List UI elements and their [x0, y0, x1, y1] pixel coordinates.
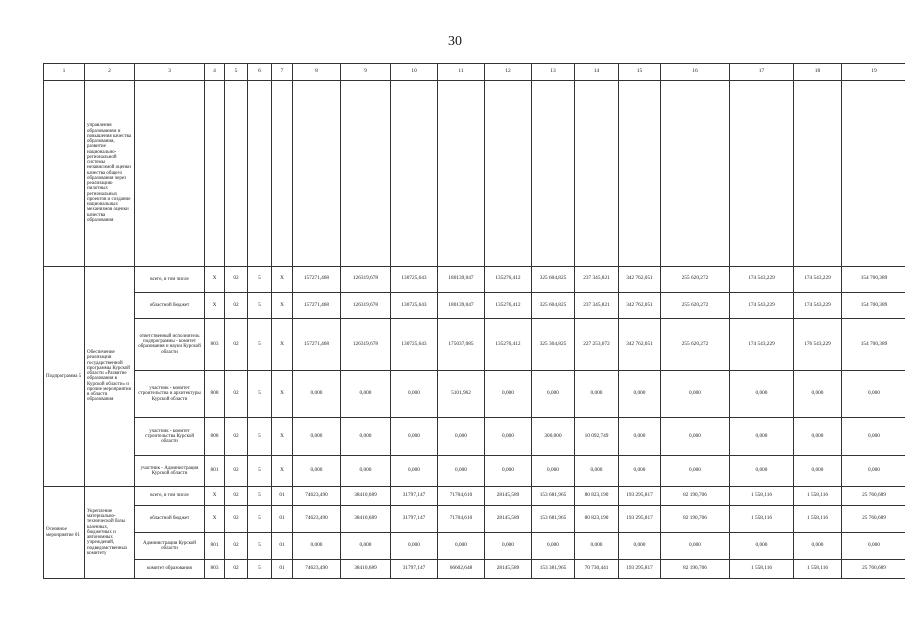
- value-cell: 28145,589: [485, 560, 532, 579]
- header-col-14: 14: [575, 64, 619, 81]
- value-cell: 342 762,051: [619, 266, 661, 292]
- value-cell: 157271,468: [293, 266, 341, 292]
- header-col-2: 2: [85, 64, 135, 81]
- value-cell: 255 620,272: [661, 292, 730, 318]
- executor-cell: областной бюджет: [135, 505, 205, 532]
- value-cell: 1 558,116: [794, 487, 842, 506]
- table-row: [44, 318, 905, 370]
- value-cell: 175037,085: [438, 318, 485, 370]
- executor-cell: всего, в том числе: [135, 487, 205, 506]
- value-cell: 0,000: [532, 371, 575, 418]
- header-col-1: 1: [44, 64, 85, 81]
- value-cell: 1 558,116: [730, 505, 794, 532]
- value-cell: 0,000: [438, 418, 485, 456]
- code-cell: Х: [272, 418, 293, 456]
- value-cell: 0,000: [391, 418, 438, 456]
- value-cell: 0,000: [730, 532, 794, 559]
- value-cell: 237 345,821: [575, 266, 619, 292]
- executor-cell: участник - комитет строительства и архитектуры Курской области: [135, 371, 205, 418]
- value-cell: 0,000: [730, 371, 794, 418]
- header-col-7: 7: [272, 64, 293, 81]
- value-cell: 0,000: [661, 532, 730, 559]
- table-row: [44, 455, 905, 486]
- code-cell: 01: [272, 505, 293, 532]
- value-cell: 0,000: [532, 532, 575, 559]
- code-cell: 02: [225, 532, 248, 559]
- value-cell: 325 604,825: [532, 266, 575, 292]
- value-cell: 25 760,689: [842, 505, 905, 532]
- table-row: [44, 418, 905, 456]
- value-cell: 0,000: [794, 418, 842, 456]
- code-cell: 01: [272, 487, 293, 506]
- value-cell: 38410,689: [341, 560, 391, 579]
- value-cell: 38410,689: [341, 505, 391, 532]
- value-cell: 0,000: [438, 532, 485, 559]
- header-col-4: 4: [205, 64, 225, 81]
- value-cell: 82 190,706: [661, 505, 730, 532]
- value-cell: 0,000: [794, 532, 842, 559]
- code-cell: 02: [225, 266, 248, 292]
- value-cell: 0,000: [661, 371, 730, 418]
- header-col-15: 15: [619, 64, 661, 81]
- header-col-12: 12: [485, 64, 532, 81]
- value-cell: 71704,610: [438, 487, 485, 506]
- value-cell: 130725,643: [391, 318, 438, 370]
- value-cell: 157271,468: [293, 318, 341, 370]
- executor-cell: участник - комитет строительства Курской области: [135, 418, 205, 456]
- subprogram-title: Обеспечение реализации государственной программы Курской области «Развитие образования в Курской области» и прочие мероприятия в области образования: [85, 266, 135, 486]
- value-cell: 1 558,116: [730, 560, 794, 579]
- value-cell: 255 620,272: [661, 318, 730, 370]
- value-cell: 0,000: [619, 455, 661, 486]
- table-row: [44, 487, 905, 506]
- code-cell: Х: [272, 318, 293, 370]
- header-col-5: 5: [225, 64, 248, 81]
- value-cell: 126319,678: [341, 292, 391, 318]
- table-row: [44, 292, 905, 318]
- header-col-6: 6: [248, 64, 272, 81]
- value-cell: 28145,589: [485, 487, 532, 506]
- value-cell: 342 762,051: [619, 292, 661, 318]
- value-cell: 193 295,817: [619, 560, 661, 579]
- code-cell: Х: [272, 371, 293, 418]
- code-cell: 02: [225, 505, 248, 532]
- code-cell: 808: [205, 371, 225, 418]
- page-number: 30: [448, 34, 462, 49]
- code-cell: Х: [205, 505, 225, 532]
- value-cell: 126319,678: [341, 318, 391, 370]
- table-row: [44, 560, 905, 579]
- value-cell: 154 700,389: [842, 292, 905, 318]
- value-cell: 0,000: [485, 418, 532, 456]
- value-cell: 174 543,229: [730, 266, 794, 292]
- value-cell: 0,000: [485, 455, 532, 486]
- value-cell: 0,000: [391, 455, 438, 486]
- code-cell: 5: [248, 418, 272, 456]
- code-cell: 5: [248, 318, 272, 370]
- value-cell: 135276,412: [485, 318, 532, 370]
- code-cell: 02: [225, 371, 248, 418]
- value-cell: 0,000: [842, 371, 905, 418]
- table-row: [44, 266, 905, 292]
- code-cell: Х: [272, 455, 293, 486]
- value-cell: 82 190,706: [661, 487, 730, 506]
- code-cell: 803: [205, 560, 225, 579]
- value-cell: 31797,147: [391, 560, 438, 579]
- executor-cell: всего, в том числе: [135, 266, 205, 292]
- value-cell: 1 558,116: [730, 487, 794, 506]
- header-col-3: 3: [135, 64, 205, 81]
- value-cell: 74623,490: [293, 505, 341, 532]
- header-row: [44, 64, 905, 81]
- value-cell: 193 295,817: [619, 505, 661, 532]
- value-cell: 74623,490: [293, 487, 341, 506]
- value-cell: 0,000: [661, 455, 730, 486]
- code-cell: 5: [248, 292, 272, 318]
- code-cell: 02: [225, 318, 248, 370]
- value-cell: 174 543,229: [730, 292, 794, 318]
- value-cell: 0,000: [391, 532, 438, 559]
- value-cell: 227 253,072: [575, 318, 619, 370]
- code-cell: 801: [205, 455, 225, 486]
- value-cell: 135276,412: [485, 266, 532, 292]
- value-cell: 0,000: [485, 532, 532, 559]
- value-cell: 25 760,689: [842, 560, 905, 579]
- value-cell: 300,000: [532, 418, 575, 456]
- value-cell: 154 700,389: [842, 266, 905, 292]
- value-cell: 153 681,965: [532, 505, 575, 532]
- header-col-17: 17: [730, 64, 794, 81]
- value-cell: 80 823,190: [575, 505, 619, 532]
- code-cell: Х: [272, 266, 293, 292]
- value-cell: 237 345,821: [575, 292, 619, 318]
- value-cell: 0,000: [293, 532, 341, 559]
- value-cell: 325 604,825: [532, 292, 575, 318]
- value-cell: 1 558,116: [794, 560, 842, 579]
- value-cell: 82 190,706: [661, 560, 730, 579]
- value-cell: 0,000: [341, 371, 391, 418]
- code-cell: 5: [248, 505, 272, 532]
- value-cell: 255 620,272: [661, 266, 730, 292]
- code-cell: 803: [205, 318, 225, 370]
- value-cell: 0,000: [532, 455, 575, 486]
- value-cell: 0,000: [293, 371, 341, 418]
- code-cell: 02: [225, 292, 248, 318]
- header-col-16: 16: [661, 64, 730, 81]
- value-cell: 135276,412: [485, 292, 532, 318]
- executor-cell: участник - Администрация Курской области: [135, 455, 205, 486]
- subprogram-label: Подпрограмма 5: [44, 266, 85, 486]
- value-cell: 0,000: [575, 532, 619, 559]
- value-cell: 153 381,965: [532, 560, 575, 579]
- value-cell: 174 543,229: [794, 266, 842, 292]
- code-cell: 5: [248, 487, 272, 506]
- value-cell: 0,000: [619, 532, 661, 559]
- value-cell: 38410,689: [341, 487, 391, 506]
- executor-cell: комитет образования: [135, 560, 205, 579]
- value-cell: 0,000: [391, 371, 438, 418]
- header-col-18: 18: [794, 64, 842, 81]
- code-cell: 02: [225, 560, 248, 579]
- executor-cell: ответственный исполнитель подпрограммы - комитет образования и науки Курской области: [135, 318, 205, 370]
- continuation-row: [44, 80, 905, 266]
- value-cell: 25 760,689: [842, 487, 905, 506]
- code-cell: 02: [225, 487, 248, 506]
- value-cell: 66602,648: [438, 560, 485, 579]
- value-cell: 0,000: [575, 455, 619, 486]
- value-cell: 0,000: [341, 455, 391, 486]
- value-cell: 0,000: [794, 455, 842, 486]
- value-cell: 5101,962: [438, 371, 485, 418]
- value-cell: 154 700,389: [842, 318, 905, 370]
- executor-cell: областной бюджет: [135, 292, 205, 318]
- code-cell: 5: [248, 532, 272, 559]
- header-col-19: 19: [842, 64, 905, 81]
- value-cell: 174 543,229: [730, 318, 794, 370]
- code-cell: Х: [205, 266, 225, 292]
- activity-title: Укрепление материально-технической базы казенных, бюджетных и автономных учреждений, подведомственных комитету: [85, 487, 135, 579]
- code-cell: 01: [272, 560, 293, 579]
- value-cell: 180139,047: [438, 292, 485, 318]
- value-cell: 0,000: [619, 371, 661, 418]
- value-cell: 0,000: [293, 455, 341, 486]
- value-cell: 325 304,825: [532, 318, 575, 370]
- value-cell: 0,000: [341, 418, 391, 456]
- header-col-10: 10: [391, 64, 438, 81]
- table-row: [44, 371, 905, 418]
- value-cell: 126319,678: [341, 266, 391, 292]
- value-cell: 157271,468: [293, 292, 341, 318]
- code-cell: 02: [225, 455, 248, 486]
- value-cell: 71704,610: [438, 505, 485, 532]
- value-cell: 174 543,229: [794, 292, 842, 318]
- header-col-9: 9: [341, 64, 391, 81]
- value-cell: 0,000: [730, 455, 794, 486]
- code-cell: 5: [248, 266, 272, 292]
- value-cell: 0,000: [485, 371, 532, 418]
- executor-cell: Администрация Курской области: [135, 532, 205, 559]
- header-col-8: 8: [293, 64, 341, 81]
- value-cell: 0,000: [438, 455, 485, 486]
- value-cell: 31797,147: [391, 505, 438, 532]
- value-cell: 153 681,965: [532, 487, 575, 506]
- code-cell: 5: [248, 455, 272, 486]
- value-cell: 1 558,116: [794, 505, 842, 532]
- code-cell: Х: [272, 292, 293, 318]
- value-cell: 0,000: [293, 418, 341, 456]
- continuation-text: управления образованием и повышения качества образования, развитие национально-региональной системы независимой оценки качества общего образования через реализацию пилотных региональных проектов и создание национальных механизмов оценки качества образования: [85, 80, 135, 266]
- value-cell: 0,000: [661, 418, 730, 456]
- code-cell: Х: [205, 292, 225, 318]
- header-col-11: 11: [438, 64, 485, 81]
- value-cell: 28145,589: [485, 505, 532, 532]
- code-cell: 5: [248, 560, 272, 579]
- value-cell: 130725,643: [391, 266, 438, 292]
- budget-table: [43, 63, 905, 579]
- code-cell: 808: [205, 418, 225, 456]
- value-cell: 193 295,817: [619, 487, 661, 506]
- value-cell: 31797,147: [391, 487, 438, 506]
- value-cell: 0,000: [575, 371, 619, 418]
- value-cell: 0,000: [842, 418, 905, 456]
- value-cell: 0,000: [794, 371, 842, 418]
- value-cell: 0,000: [341, 532, 391, 559]
- value-cell: 80 823,190: [575, 487, 619, 506]
- value-cell: 10 092,749: [575, 418, 619, 456]
- value-cell: 130725,643: [391, 292, 438, 318]
- code-cell: 02: [225, 418, 248, 456]
- value-cell: 0,000: [730, 418, 794, 456]
- value-cell: 0,000: [842, 455, 905, 486]
- code-cell: 5: [248, 371, 272, 418]
- header-col-13: 13: [532, 64, 575, 81]
- value-cell: 74623,490: [293, 560, 341, 579]
- value-cell: 70 730,441: [575, 560, 619, 579]
- code-cell: 801: [205, 532, 225, 559]
- value-cell: 176 543,229: [794, 318, 842, 370]
- code-cell: 01: [272, 532, 293, 559]
- table-row: [44, 505, 905, 532]
- value-cell: 180139,047: [438, 266, 485, 292]
- value-cell: 0,000: [619, 418, 661, 456]
- code-cell: Х: [205, 487, 225, 506]
- table-row: [44, 532, 905, 559]
- activity-label: Основное мероприятие 01: [44, 487, 85, 579]
- value-cell: 0,000: [842, 532, 905, 559]
- value-cell: 342 762,051: [619, 318, 661, 370]
